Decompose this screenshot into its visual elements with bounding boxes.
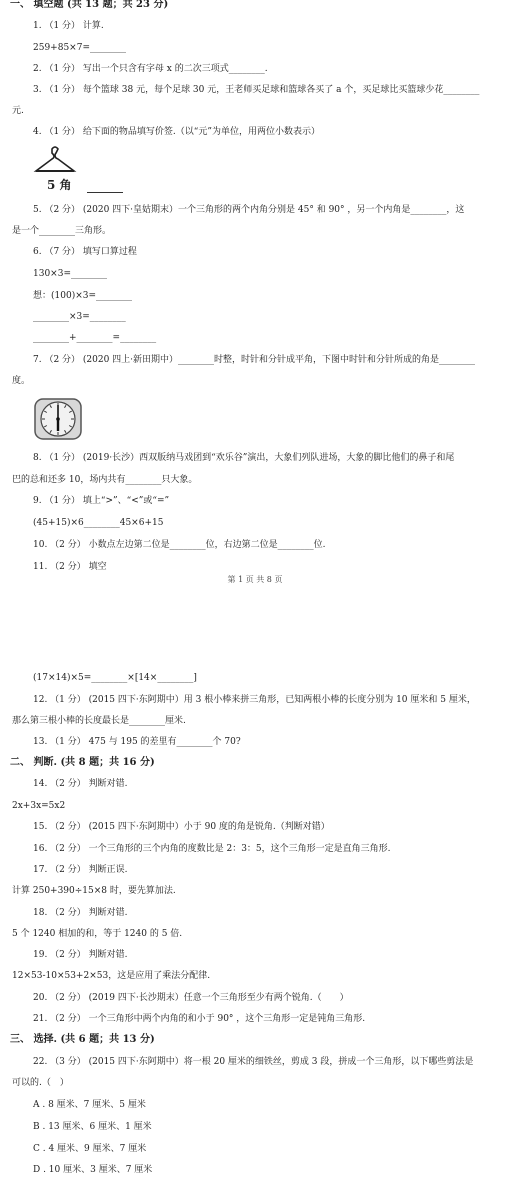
question-9-expression: (45+15)×6________45×6+15 [33,518,164,528]
question-10: 10. （2 分） 小数点左边第二位是________位，右边第二位是________位. [33,540,326,550]
clock-image [34,398,82,440]
option-a[interactable]: A . 8 厘米、7 厘米、5 厘米 [33,1100,146,1110]
question-1-expression: 259+85×7=________ [33,43,126,53]
hanger-price-image [28,145,82,195]
question-11-expression: (17×14)×5=________×[14×________] [33,673,197,683]
question-14-statement: 2x+3x=5x2 [12,801,66,811]
page-footer: 第 1 页 共 8 页 [227,575,283,584]
question-14: 14. （2 分） 判断对错. [33,779,128,789]
question-7-continued: 度。 [12,376,31,386]
question-18: 18. （2 分） 判断对错. [33,908,128,918]
question-6-step3: ________×3=________ [33,312,126,322]
question-22-continued: 可以的.（ ） [12,1078,69,1088]
question-13: 13. （1 分） 475 与 195 的差里有________个 70? [33,737,241,747]
question-6-step1: 130×3=________ [33,269,107,279]
question-5: 5. （2 分） (2020 四下·皇姑期末）一个三角形的两个内角分别是 45° 和 90° ，另一个内角是________，这 [33,205,465,215]
question-4: 4. （1 分） 给下面的物品填写价签.（以“元”为单位，用两位小数表示） [33,127,320,137]
question-6-step2: 想：(100)×3=________ [33,291,133,301]
question-15: 15. （2 分） (2015 四下·东阿期中）小于 90 度的角是锐角.（判断对错） [33,822,330,832]
question-22: 22. （3 分） (2015 四下·东阿期中）将一根 20 厘米的细铁丝，剪成 3 段，拼成一个三角形，以下哪些剪法是 [33,1057,474,1067]
question-16: 16. （2 分） 一个三角形的三个内角的度数比是 2：3：5，这个三角形一定是直角三角形. [33,844,391,854]
question-11: 11. （2 分） 填空 [33,562,107,572]
question-19: 19. （2 分） 判断对错. [33,950,128,960]
question-3-continued: 元. [12,106,24,116]
section-title-choice: 三、 选择. (共 6 题；共 13 分) [10,1034,155,1045]
section-title-true-false: 二、 判断. (共 8 题；共 16 分) [10,757,155,768]
question-3: 3. （1 分） 每个篮球 38 元，每个足球 30 元，王老师买足球和篮球各买了 a 个，买足球比买篮球少花________ [33,85,480,95]
question-9: 9. （1 分） 填上“>”、“<”或“=” [33,496,170,506]
question-17: 17. （2 分） 判断正误. [33,865,128,875]
question-5-continued: 是一个________三角形。 [12,226,112,236]
section-title-fill-blank: 一、 填空题 (共 13 题；共 23 分) [10,0,169,10]
question-17-statement: 计算 250+390÷15×8 时，要先算加法. [12,886,176,896]
question-8: 8. （1 分） (2019·长沙）西双版纳马戏团到“欢乐谷”演出，大象们列队进场，大象的脚比他们的鼻子和尾 [33,453,455,463]
question-20: 20. （2 分） (2019 四下·长沙期末）任意一个三角形至少有两个锐角.（ ） [33,993,349,1003]
question-21: 21. （2 分） 一个三角形中两个内角的和小于 90° ，这个三角形一定是钝角三角形. [33,1014,366,1024]
price-answer-blank[interactable] [87,192,123,193]
question-8-continued: 巴的总和还多 10，场内共有________只大象。 [12,475,198,485]
price-label: 5 角 [47,178,72,192]
option-b[interactable]: B . 13 厘米、6 厘米、1 厘米 [33,1122,152,1132]
question-12-continued: 那么第三根小棒的长度最长是________厘米. [12,716,186,726]
option-d[interactable]: D . 10 厘米、3 厘米、7 厘米 [33,1165,153,1175]
option-c[interactable]: C . 4 厘米、9 厘米、7 厘米 [33,1144,147,1154]
question-1: 1. （1 分） 计算. [33,21,104,31]
question-6: 6. （7 分） 填写口算过程 [33,247,137,257]
question-2: 2. （1 分） 写出一个只含有字母 x 的二次三项式________. [33,64,268,74]
question-7: 7. （2 分） (2020 四上·新田期中）________时整，时针和分针成平角，下图中时针和分针所成的角是________ [33,355,476,365]
question-19-statement: 12×53-10×53+2×53，这是应用了乘法分配律. [12,971,211,981]
question-18-statement: 5 个 1240 相加的和，等于 1240 的 5 倍. [12,929,183,939]
question-12: 12. （1 分） (2015 四下·东阿期中）用 3 根小棒来拼三角形，已知两根小棒的长度分别为 10 厘米和 5 厘米， [33,695,476,705]
question-6-step4: ________+________=________ [33,333,157,343]
